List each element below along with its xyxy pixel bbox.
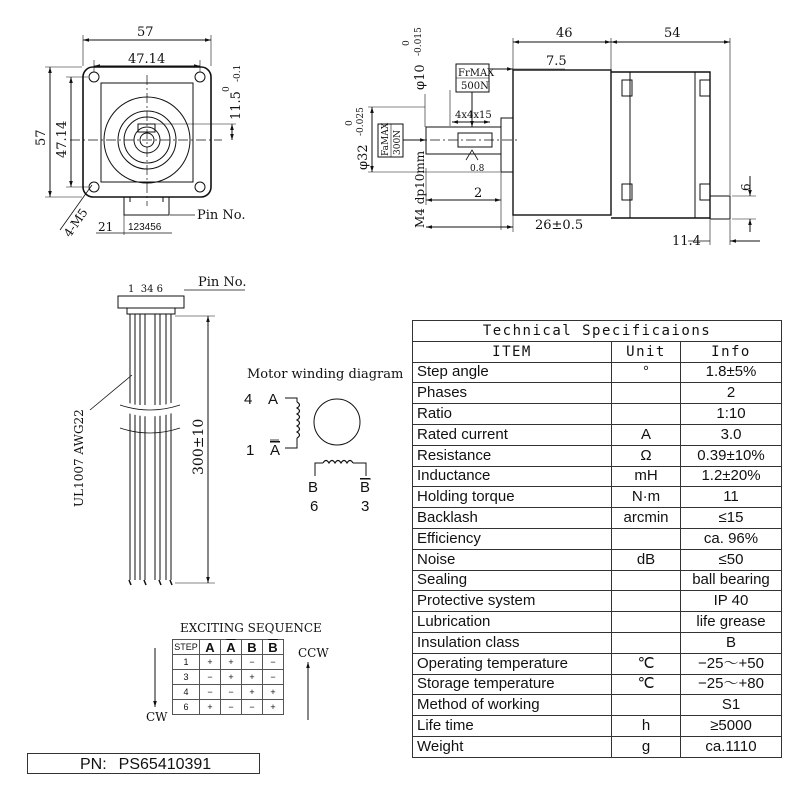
spec-item: Lubrication (413, 612, 612, 633)
sequence-col-abar: $\overline{A}$ (221, 640, 242, 655)
lead-wire-label: UL1007 AWG22 (72, 409, 86, 507)
spec-info: IP 40 (681, 591, 782, 612)
spec-header-unit: Unit (612, 341, 681, 362)
spec-info: 1.8±5% (681, 362, 782, 383)
sequence-cw-label: CW (146, 710, 168, 724)
spec-info: 11 (681, 487, 782, 508)
spec-unit: arcmin (612, 508, 681, 529)
sequence-row (173, 700, 284, 715)
sequence-cell: − (221, 685, 242, 700)
spec-unit (612, 528, 681, 549)
spec-table-body (413, 362, 782, 757)
front-dim-pilot-tol-upper: 0 (222, 86, 232, 92)
sequence-step: 4 (173, 685, 200, 700)
side-pilot-dia-tol-upper: 0 (345, 120, 355, 126)
winding-b-pin: 6 (310, 498, 319, 515)
side-pilot-dia: φ32 (356, 144, 371, 170)
winding-abar-pin: 1 (246, 442, 255, 459)
sequence-cell: − (242, 700, 263, 715)
part-number-value: PS65410391 (118, 756, 212, 773)
spec-info: −25～+80 (681, 674, 782, 695)
spec-info: life grease (681, 612, 782, 633)
spec-item: Phases (413, 383, 612, 404)
lead-pin-label: Pin No. (198, 275, 247, 290)
sequence-cell: + (200, 655, 221, 670)
spec-unit: ° (612, 362, 681, 383)
winding-abar-label: A (270, 442, 281, 459)
spec-item: Ratio (413, 404, 612, 425)
sequence-row (173, 655, 284, 670)
spec-row (413, 570, 782, 591)
sequence-header-row (173, 640, 284, 655)
side-dim-flange-thk: 2 (474, 186, 483, 201)
spec-info: ≥5000 (681, 716, 782, 737)
lead-pin-numbers: 1 34 6 (128, 284, 163, 295)
side-fr-max-value: 500N (461, 81, 489, 92)
spec-row (413, 653, 782, 674)
winding-diagram (270, 398, 371, 479)
lead-view (90, 290, 245, 585)
spec-row (413, 528, 782, 549)
spec-row (413, 549, 782, 570)
winding-title: Motor winding diagram (247, 367, 404, 382)
spec-item: Backlash (413, 508, 612, 529)
part-number-label: PN: (80, 756, 107, 773)
spec-info: 0.39±10% (681, 445, 782, 466)
spec-unit: ℃ (612, 653, 681, 674)
sequence-cell: − (221, 700, 242, 715)
spec-item: Storage temperature (413, 674, 612, 695)
spec-item: Life time (413, 716, 612, 737)
spec-info: ball bearing (681, 570, 782, 591)
spec-unit: A (612, 424, 681, 445)
sequence-col-a: A (200, 640, 221, 655)
exciting-sequence-table (172, 639, 284, 715)
spec-info: −25～+50 (681, 653, 782, 674)
side-dim-shaft-total: 26±0.5 (535, 218, 584, 233)
side-fr-max-label: FrMAX (458, 68, 495, 79)
spec-info: 2 (681, 383, 782, 404)
sequence-cell: − (242, 655, 263, 670)
side-key-label: 4x4x15 (455, 110, 492, 121)
spec-header-item: ITEM (413, 341, 612, 362)
spec-unit (612, 612, 681, 633)
side-dim-rear: 11.4 (672, 234, 701, 249)
side-pilot-dia-tol-lower: -0.025 (356, 107, 366, 136)
spec-row (413, 466, 782, 487)
spec-unit: ℃ (612, 674, 681, 695)
sequence-cell: + (200, 700, 221, 715)
lead-length-label: 300±10 (191, 418, 207, 475)
spec-row (413, 404, 782, 425)
spec-item: Rated current (413, 424, 612, 445)
front-dim-left-outer: 57 (34, 129, 49, 146)
front-dim-left-inner: 47.14 (55, 120, 70, 158)
spec-unit (612, 632, 681, 653)
part-number-box (27, 753, 260, 774)
spec-item: Weight (413, 736, 612, 757)
technical-specifications-table (412, 320, 782, 758)
front-holes-label: 4-M5 (60, 205, 91, 240)
winding-a-label: A (268, 391, 279, 408)
winding-bbar-label: B (360, 479, 371, 496)
spec-unit (612, 695, 681, 716)
spec-info: ≤15 (681, 508, 782, 529)
spec-item: Inductance (413, 466, 612, 487)
spec-item: Resistance (413, 445, 612, 466)
spec-row (413, 716, 782, 737)
sequence-ccw-label: CCW (298, 646, 329, 660)
spec-row (413, 632, 782, 653)
spec-item: Insulation class (413, 632, 612, 653)
side-roughness: 0.8 (470, 164, 485, 174)
spec-item: Protective system (413, 591, 612, 612)
spec-header-row (413, 341, 782, 362)
sequence-cell: − (200, 670, 221, 685)
sequence-title: EXCITING SEQUENCE (180, 621, 322, 635)
sequence-step: 3 (173, 670, 200, 685)
spec-header-info: Info (681, 341, 782, 362)
sequence-cell: + (221, 670, 242, 685)
sequence-step: 6 (173, 700, 200, 715)
side-dim-gearbox-len: 46 (556, 26, 573, 41)
spec-unit (612, 591, 681, 612)
spec-item: Method of working (413, 695, 612, 716)
spec-unit: N·m (612, 487, 681, 508)
spec-row (413, 736, 782, 757)
sequence-cell: − (263, 670, 284, 685)
spec-row (413, 695, 782, 716)
sequence-col-b: B (242, 640, 263, 655)
spec-row (413, 487, 782, 508)
sequence-cell: − (200, 685, 221, 700)
spec-item: Noise (413, 549, 612, 570)
side-dim-shaft-len: 7.5 (546, 54, 567, 69)
front-dim-top-outer: 57 (137, 25, 154, 40)
sequence-col-bbar: $\overline{B}$ (263, 640, 284, 655)
spec-info: 1:10 (681, 404, 782, 425)
spec-info: 3.0 (681, 424, 782, 445)
spec-row (413, 445, 782, 466)
side-fa-max-label: FaMAX (381, 122, 391, 156)
spec-item: Step angle (413, 362, 612, 383)
sequence-cell: + (263, 685, 284, 700)
side-shaft-dia-tol-upper: 0 (402, 40, 412, 46)
sequence-cell: + (263, 700, 284, 715)
front-pin-label: Pin No. (197, 208, 246, 223)
spec-info: ca.1110 (681, 736, 782, 757)
spec-row (413, 591, 782, 612)
spec-info: ≤50 (681, 549, 782, 570)
winding-b-label: B (308, 479, 319, 496)
spec-row (413, 508, 782, 529)
side-dim-rear-height: 6 (739, 183, 753, 191)
spec-unit (612, 404, 681, 425)
spec-title-row (413, 321, 782, 342)
winding-bbar-pin: 3 (361, 498, 370, 515)
spec-info: B (681, 632, 782, 653)
spec-unit: g (612, 736, 681, 757)
sequence-cell: − (263, 655, 284, 670)
sequence-cell: + (221, 655, 242, 670)
spec-row (413, 424, 782, 445)
spec-row (413, 383, 782, 404)
sequence-cell: + (242, 685, 263, 700)
front-dim-connector: 21 (98, 220, 114, 234)
spec-info: S1 (681, 695, 782, 716)
sequence-row (173, 685, 284, 700)
side-shaft-dia-tol-lower: -0.015 (414, 27, 424, 56)
spec-row (413, 612, 782, 633)
spec-unit (612, 383, 681, 404)
side-dim-motor-len: 54 (664, 26, 681, 41)
sequence-step-header: STEP (173, 640, 200, 655)
spec-row (413, 362, 782, 383)
spec-unit (612, 570, 681, 591)
spec-item: Efficiency (413, 528, 612, 549)
front-connector-pins: 123456 (128, 222, 162, 233)
spec-table-title: Technical Specificaions (413, 321, 782, 342)
side-shaft-dia: φ10 (413, 64, 428, 90)
spec-row (413, 674, 782, 695)
spec-item: Sealing (413, 570, 612, 591)
spec-info: ca. 96% (681, 528, 782, 549)
side-thread-label: M4 dp10mm (413, 150, 427, 228)
spec-unit: mH (612, 466, 681, 487)
winding-a-pin: 4 (244, 391, 253, 408)
spec-item: Operating temperature (413, 653, 612, 674)
sequence-row (173, 670, 284, 685)
front-dim-top-inner: 47.14 (128, 52, 166, 67)
spec-item: Holding torque (413, 487, 612, 508)
sequence-cell: + (242, 670, 263, 685)
spec-info: 1.2±20% (681, 466, 782, 487)
front-dim-pilot: 11.5 (229, 91, 244, 120)
spec-unit: dB (612, 549, 681, 570)
side-fa-max-value: 300N (393, 129, 403, 155)
spec-unit: Ω (612, 445, 681, 466)
front-dim-pilot-tol-lower: -0.1 (233, 64, 243, 82)
spec-unit: h (612, 716, 681, 737)
sequence-step: 1 (173, 655, 200, 670)
